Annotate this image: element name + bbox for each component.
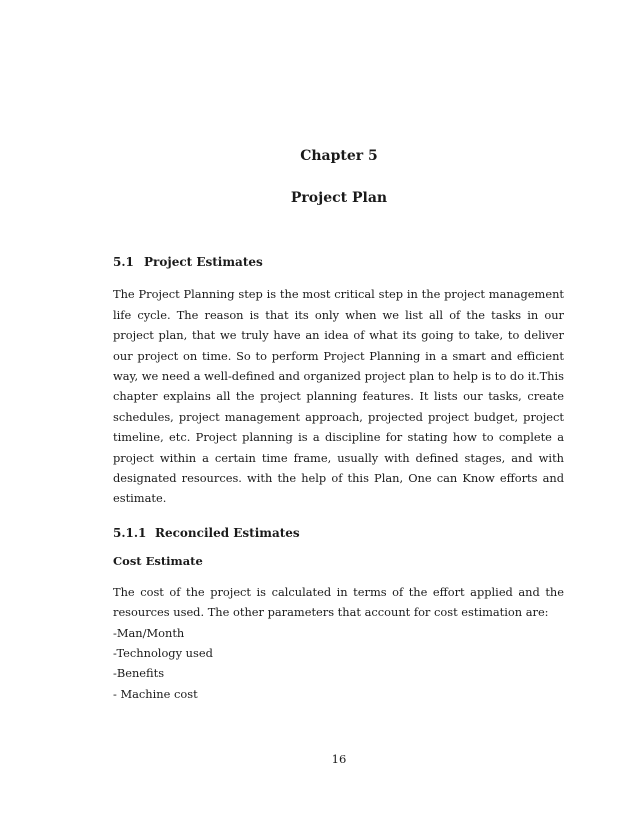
cost-parameter-list: [113, 623, 564, 705]
list-item: -Technology used: [113, 645, 213, 660]
chapter-title: Project Plan: [290, 190, 388, 206]
page-content: [113, 252, 564, 704]
chapter-number: Chapter 5: [300, 148, 378, 164]
subsection-number: 5.1.1: [113, 525, 147, 540]
list-item: -Man/Month: [113, 625, 185, 640]
cost-estimate-heading: Cost Estimate: [113, 554, 203, 569]
section-paragraph: The Project Planning step is the most critical step in the project management life cycle. The reason is that its only when we list all of the tasks in our project plan, that we truly have an idea of what its going to take, to deliver our project on time. So to perform Project Planning in a smart and efficient way, we need a well-defined and organized project plan to help is to do it.This chapter explains all the project planning features. It lists our tasks, create schedules, project management approach, projected project budget, project timeline, etc. Project planning is a discipline for stating how to complete a project within a certain time frame, usually with defined stages, and with designated resources. with the help of this Plan, One can Know efforts and estimate.: [113, 287, 564, 506]
section-title: Project Estimates: [144, 255, 263, 269]
subsection-heading: [113, 523, 564, 543]
list-item: -Benefits: [113, 666, 165, 681]
cost-estimate-paragraph: The cost of the project is calculated in terms of the effort applied and the resources used. The other parameters that account for cost estimation are:: [113, 584, 564, 620]
page-number: 16: [331, 752, 347, 766]
list-item: - Machine cost: [113, 686, 198, 701]
section-number: 5.1: [113, 255, 134, 269]
section-heading: [113, 252, 564, 272]
subsection-title: Reconciled Estimates: [155, 525, 300, 540]
